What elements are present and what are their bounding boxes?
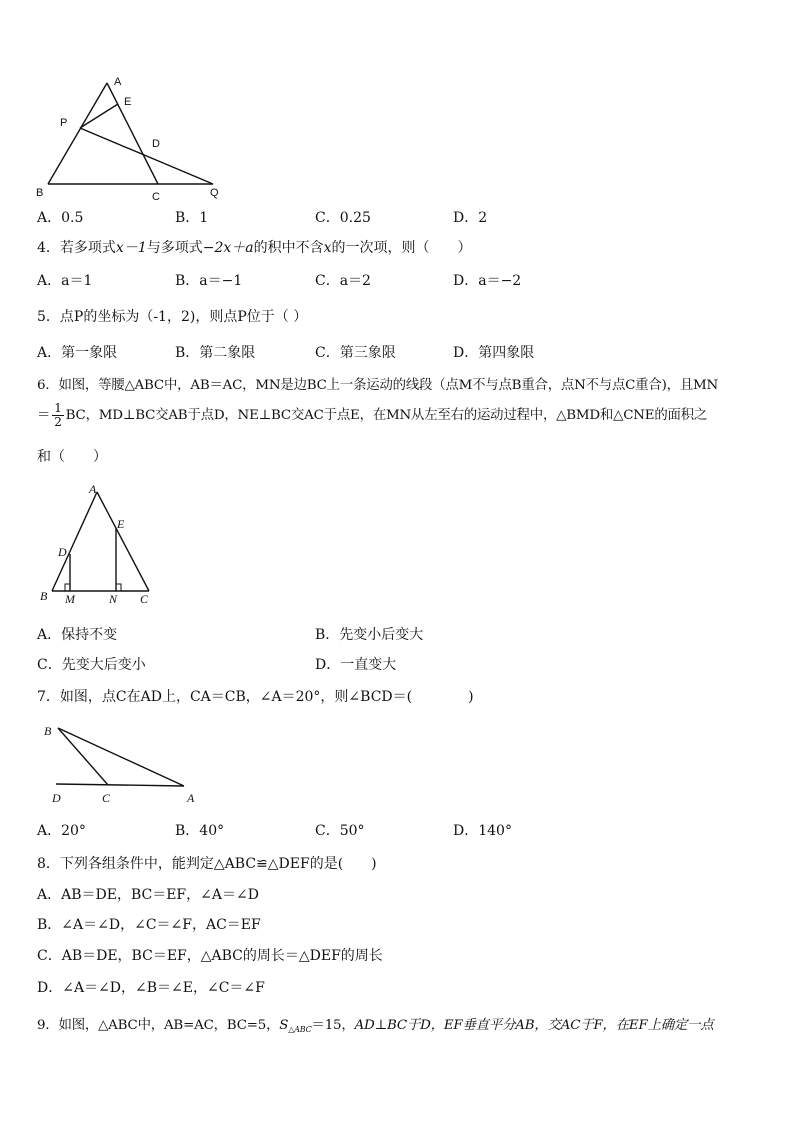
q8-option-d: D．∠A＝∠D，∠B＝∠E，∠C＝∠F	[37, 980, 265, 996]
q3-option-b: B．1	[175, 210, 209, 226]
q7-option-a: A．20°	[37, 823, 86, 839]
q5-option-a: A．第一象限	[37, 345, 118, 361]
q3-option-d: D．2	[453, 210, 488, 226]
figure-q6	[32, 478, 162, 608]
label-A: A	[187, 791, 195, 805]
label-B: B	[40, 589, 48, 603]
q3-option-c: C．0.25	[315, 210, 371, 226]
label-D: D	[152, 138, 160, 150]
q5-option-b: B．第二象限	[175, 345, 256, 361]
q8-stem: 8．下列各组条件中，能判定△ABC≌△DEF的是( )	[37, 856, 377, 872]
label-B: B	[36, 187, 44, 199]
q5-stem: 5．点P的坐标为（-1，2)，则点P位于（ ）	[37, 309, 308, 325]
label-D: D	[52, 791, 61, 805]
q7-option-b: B．40°	[175, 823, 225, 839]
q5-option-d: D．第四象限	[453, 345, 535, 361]
figure-q7	[36, 720, 206, 810]
q6-stem-line2: ＝ $\frac{1}{2}$ BC，MD⊥BC交AB于点D，NE⊥BC交AC于点E，在MN从左至右的运动过程中，△BMD和△CNE的面积之	[37, 401, 708, 429]
q4-option-d: D．a＝−2	[453, 273, 522, 289]
q7-stem: 7．如图，点C在AD上，CA＝CB，∠A＝20°，则∠BCD＝( )	[37, 689, 474, 705]
q6-stem-line3: 和（ ）	[37, 449, 107, 465]
label-B: B	[44, 724, 52, 738]
q4-option-a: A．a＝1	[37, 273, 93, 289]
label-M: M	[65, 592, 75, 606]
label-N: N	[109, 592, 118, 606]
q6-stem-line1: 6．如图，等腰△ABC中，AB＝AC，MN是边BC上一条运动的线段（点M不与点B重合，点N不与点C重合)，且MN	[37, 378, 719, 393]
q6-option-d: D．一直变大	[315, 657, 397, 673]
label-Q: Q	[210, 187, 219, 199]
q4-option-c: C．a＝2	[315, 273, 371, 289]
label-P: P	[60, 117, 68, 129]
q4-option-b: B．a＝−1	[175, 273, 243, 289]
q6-option-b: B．先变小后变大	[315, 627, 424, 643]
label-E: E	[124, 96, 132, 108]
label-C: C	[152, 191, 160, 203]
label-A: A	[89, 482, 97, 496]
q3-option-a: A．0.5	[37, 210, 84, 226]
q9-stem: 9．如图，△ABC中，AB=AC，BC=5，$S_{\triangle ABC}=15$，AD⊥BC于D，EF垂直平分AB，交AC于F，在EF上确定一点	[37, 1018, 714, 1034]
label-D: D	[58, 545, 67, 559]
q6-option-a: A．保持不变	[37, 627, 118, 643]
fraction-half: $\frac{1}{2}$	[54, 401, 62, 429]
q4-stem: 4．若多项式x－1与多项式−2x＋a的积中不含x的一次项，则（ ）	[37, 240, 472, 256]
q7-option-c: C．50°	[315, 823, 365, 839]
figure-q3	[30, 70, 230, 205]
q8-option-b: B．∠A＝∠D，∠C＝∠F，AC＝EF	[37, 917, 261, 933]
q8-option-c: C．AB＝DE，BC＝EF，△ABC的周长＝△DEF的周长	[37, 948, 383, 964]
label-C: C	[140, 592, 149, 606]
q7-option-d: D．140°	[453, 823, 512, 839]
label-C: C	[102, 791, 111, 805]
label-E: E	[117, 517, 125, 531]
q6-option-c: C．先变大后变小	[37, 657, 146, 673]
q5-option-c: C．第三象限	[315, 345, 396, 361]
q8-option-a: A．AB＝DE，BC＝EF，∠A＝∠D	[37, 887, 259, 903]
label-A: A	[114, 76, 122, 88]
